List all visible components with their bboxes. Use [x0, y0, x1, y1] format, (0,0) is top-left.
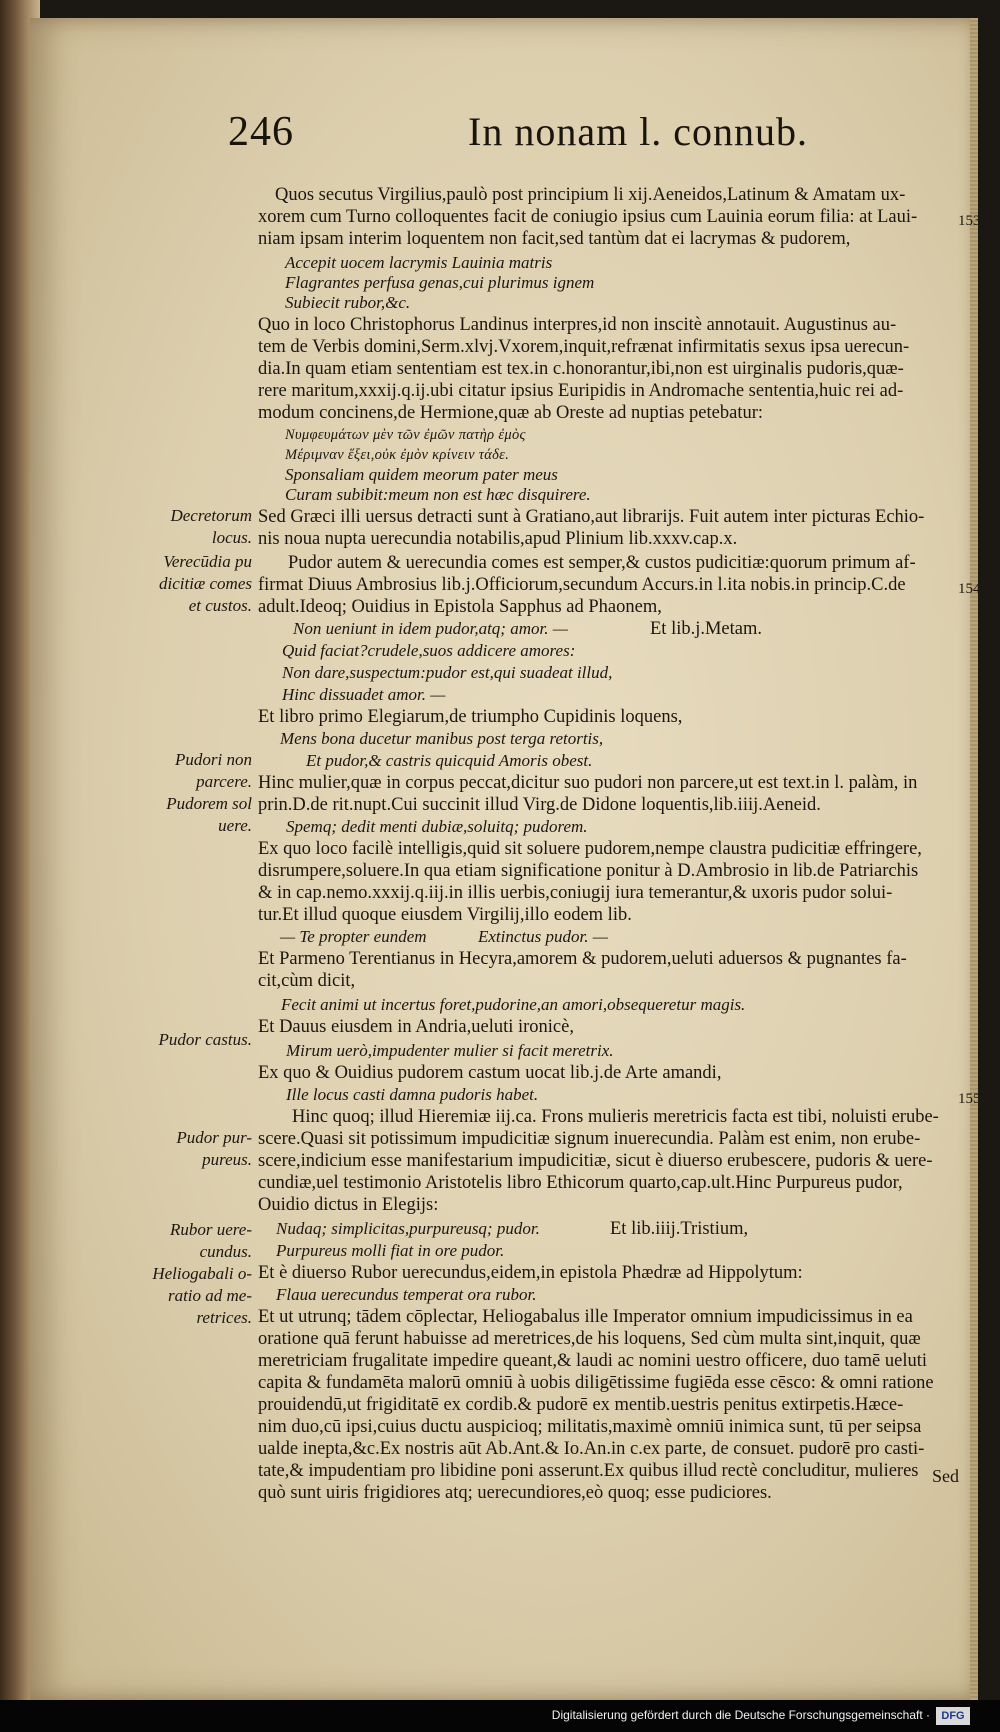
greek-verse-line: Μέριμναν ἕξει,οὐκ ἐμὸν κρίνειν τάδε. [285, 447, 510, 463]
text-line: Ex quo & Ouidius pudorem castum uocat lib.j.de Arte amandi, [258, 1063, 722, 1083]
text-line: Pudor autem & uerecundia comes est semper,& custos pudicitiæ:quorum primum af- [288, 553, 916, 573]
marginal-note: Rubor uere- [170, 1220, 252, 1239]
marginal-note: uere. [218, 816, 252, 835]
verse-line: Spemq; dedit menti dubiæ,soluitq; pudorem. [286, 817, 588, 836]
text-line: Ouidio dictus in Elegijs: [258, 1195, 439, 1215]
text-line: meretriciam frugalitate impedire queant,& laudi ac nomini uestro officere, duo tamē ueluti [258, 1351, 928, 1371]
verse-line: — Te propter eundem [280, 927, 427, 946]
text-line: Et è diuerso Rubor uerecundus,eidem,in epistola Phædræ ad Hippolytum: [258, 1263, 803, 1283]
marginal-note: dicitiæ comes [158, 574, 252, 593]
verse-line: Mens bona ducetur manibus post terga retortis, [280, 729, 604, 748]
verse-line: Nudaq; simplicitas,purpureusq; pudor. [276, 1219, 540, 1238]
marginal-note: pureus. [202, 1150, 252, 1169]
marginal-note: Pudor pur- [176, 1128, 252, 1147]
verse-line: Et pudor,& castris quicquid Amoris obest. [306, 751, 593, 770]
marginal-note: locus. [211, 528, 252, 547]
marginal-note: retrices. [196, 1308, 252, 1327]
marginal-note: parcere. [196, 772, 252, 791]
marginal-note: Verecūdia pu [163, 552, 252, 571]
text-line: Hinc quoq; illud Hieremiæ iij.ca. Frons mulieris meretricis facta est tibi, noluisti erube- [292, 1107, 939, 1127]
text-line: modum concinens,de Hermione,quæ ab Oreste ad nuptias petebatur: [258, 403, 764, 423]
marginal-note: Decretorum [170, 506, 252, 525]
verse-line: Quid faciat?crudele,suos addicere amores: [282, 641, 576, 660]
verse-line: Curam subibit:meum non est hæc disquirere. [285, 485, 591, 504]
text-line: Et ut utrunq; tādem cōplectar, Heliogabalus ille Imperator omnium impudicissimus in ea [258, 1307, 913, 1327]
verse-line: Subiecit rubor,&c. [285, 293, 411, 312]
page-header [0, 108, 1000, 168]
verse-line: Fecit animi ut incertus foret,pudorine,an amori,obsequeretur magis. [281, 995, 746, 1014]
line-number: 154 [958, 581, 981, 597]
text-line: Sed Græci illi uersus detracti sunt à Gratiano,aut librarijs. Fuit autem inter picturas Echio- [258, 507, 925, 527]
text-line: prouidendū,ut frigiditatē ex cordib.& pudorē ex mentib.uestris penitus extirpetis.Hæce- [258, 1395, 904, 1415]
verse-line: Sponsaliam quidem meorum pater meus [285, 465, 558, 484]
verse-line: Accepit uocem lacrymis Lauinia matris [285, 253, 553, 272]
text-line: tem de Verbis domini,Serm.xlvj.Vxorem,inquit,refrænat infirmitatis sexus ipsa uerecun- [258, 337, 910, 357]
greek-verse-line: Νυμφευμάτων μὲν τῶν ἐμῶν πατὴρ ἐμὸς [285, 427, 526, 443]
page-edge [970, 18, 978, 1700]
text-line: capita & fundamēta malorū omniū à uobis diligētissime fugiēda esse cēsco: & omni ratione [258, 1373, 934, 1393]
text-line: cundiæ,uel testimonio Aristotelis libro Ethicorum quarto,cap.ult.Hinc Purpureus pudor, [258, 1173, 903, 1193]
marginal-note: ratio ad me- [167, 1286, 252, 1305]
text-line: rere maritum,xxxij.q.ij.ubi citatur ipsius Euripidis in Andromache sententia,huic rei ad- [258, 381, 904, 401]
digitization-footer [0, 1700, 1000, 1732]
text-line: Et lib.iiij.Tristium, [610, 1219, 749, 1239]
line-number: 153 [958, 213, 981, 229]
text-line: tur.Et illud quoque eiusdem Virgilij,illo eodem lib. [258, 905, 632, 925]
marginal-note: et custos. [188, 596, 252, 615]
verse-line: Flaua uerecundus temperat ora rubor. [276, 1285, 537, 1304]
verse-line: Non ueniunt in idem pudor,atq; amor. — [293, 619, 568, 638]
text-line: xorem cum Turno colloquentes facit de coniugio ipsius cum Lauinia eorum filia: at Laui- [258, 207, 918, 227]
text-line: quò sunt uiris frigidiores atq; uerecundiores,eò quoq; esse pudiciores. [258, 1483, 772, 1503]
text-line: ualde inepta,&c.Ex nostris aūt Ab.Ant.& Io.An.in c.ex parte, de consuet. pudorē pro casti- [258, 1439, 925, 1459]
text-line: Et libro primo Elegiarum,de triumpho Cupidinis loquens, [258, 707, 683, 727]
verse-line: Mirum uerò,impudenter mulier si facit meretrix. [286, 1041, 614, 1060]
page-number: 246 [228, 109, 294, 155]
marginal-note: Pudor castus. [158, 1030, 252, 1049]
running-title: In nonam l. connub. [468, 109, 809, 154]
text-line: nis noua nupta uerecundia notabilis,apud Plinium lib.xxxv.cap.x. [258, 529, 738, 549]
text-line: Ex quo loco facilè intelligis,quid sit soluere pudorem,nempe claustra pudicitiæ effringere, [258, 839, 922, 859]
verse-line: Flagrantes perfusa genas,cui plurimus ignem [285, 273, 595, 292]
marginal-note: Pudori non [175, 750, 252, 769]
text-line: prin.D.de rit.nupt.Cui succinit illud Virg.de Didone loquentis,lib.iiij.Aeneid. [258, 795, 821, 815]
text-line: Et Parmeno Terentianus in Hecyra,amorem & pudorem,ueluti aduersos & pugnantes fa- [258, 949, 907, 969]
text-line: Et lib.j.Metam. [650, 619, 763, 639]
text-line: Quo in loco Christophorus Landinus interpres,id non inscitè annotauit. Augustinus au- [258, 315, 897, 335]
text-line: firmat Diuus Ambrosius lib.j.Officiorum,secundum Accurs.in l.ita nobis.in princip.C.de [258, 575, 906, 595]
text-line: tate,& impudentiam pro libidine poni asserunt.Ex quibus illud rectè concluditur, mulieres [258, 1461, 919, 1481]
verse-line: Non dare,suspectum:pudor est,qui suadeat illud, [282, 663, 613, 682]
catchword: Sed [932, 1466, 959, 1486]
marginal-note: Heliogabali o- [152, 1264, 252, 1283]
verse-line: Extinctus pudor. — [478, 927, 608, 946]
text-line: Quos secutus Virgilius,paulò post principium li xij.Aeneidos,Latinum & Amatam ux- [275, 185, 906, 205]
marginal-note: Pudorem sol [166, 794, 252, 813]
line-number: 155 [958, 1091, 981, 1107]
text-line: oratione quā ferunt habuisse ad meretrices,de his loquens, Sed cùm multa sint,inquit, quæ [258, 1329, 921, 1349]
text-line: cit,cùm dicit, [258, 971, 356, 991]
verse-line: Ille locus casti damna pudoris habet. [286, 1085, 539, 1104]
verse-line: Purpureus molli fiat in ore pudor. [276, 1241, 505, 1260]
text-line: adult.Ideoq; Ouidius in Epistola Sapphus ad Phaonem, [258, 597, 662, 617]
dfg-logo-icon: DFG [936, 1707, 970, 1725]
text-line: niam ipsam interim loquentem non facit,sed tantùm dat ei lacrymas & pudorem, [258, 229, 851, 249]
marginal-note: cundus. [199, 1242, 252, 1261]
text-line: & in cap.nemo.xxxij.q.iij.in illis uerbis,coniugij iura temerantur,& uxoris pudor solui- [258, 883, 893, 903]
text-line: Et Dauus eiusdem in Andria,ueluti ironicè, [258, 1017, 574, 1037]
verse-line: Hinc dissuadet amor. — [282, 685, 446, 704]
text-line: Hinc mulier,quæ in corpus peccat,dicitur suo pudori non parcere,ut est text.in l. palàm, in [258, 773, 918, 793]
text-line: scere.Quasi sit potissimum impudicitiæ signum inuerecundia. Palàm est enim, non erube- [258, 1129, 921, 1149]
text-line: dia.In quam etiam sententiam est tex.in c.honorantur,ibi,non est uirginalis pudoris,quæ- [258, 359, 904, 379]
text-line: disrumpere,soluere.In qua etiam significatione ponitur à D.Ambrosio in lib.de Patriarchis [258, 861, 919, 881]
footer-credit: Digitalisierung gefördert durch die Deutsche Forschungsgemeinschaft · [551, 1708, 930, 1722]
text-line: scere,indicium esse manifestarium impudicitiæ, sicut è diuerso erubescere, pudoris & uere- [258, 1151, 933, 1171]
text-line: nim duo,cū ipsi,cuius ductu auspicioq; militatis,maximè omniū inimica sunt, tū per seipsa [258, 1417, 922, 1437]
